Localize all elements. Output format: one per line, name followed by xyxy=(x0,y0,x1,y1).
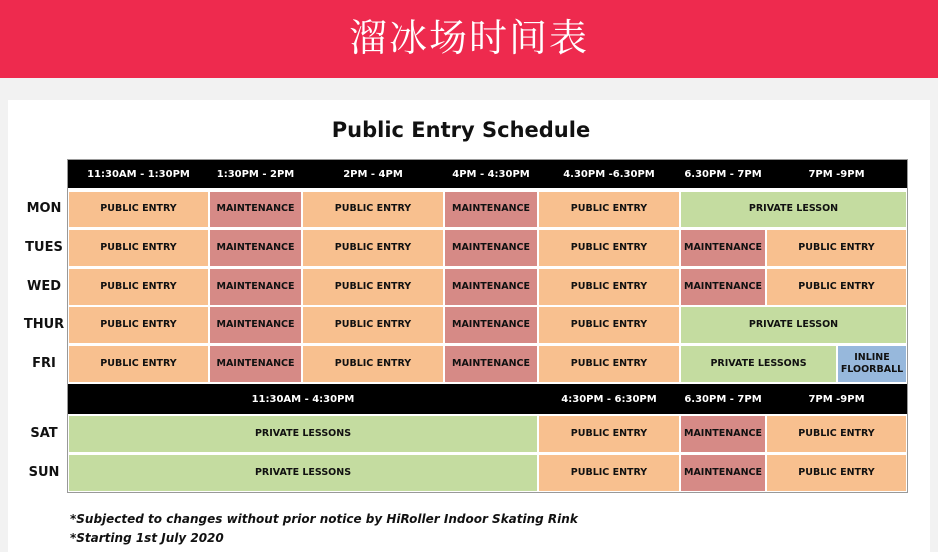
note-start-date: *Starting 1st July 2020 xyxy=(70,531,224,545)
day-label-sat: SAT xyxy=(30,425,58,441)
slot-public-entry: PUBLIC ENTRY xyxy=(302,229,444,267)
slot-maintenance: MAINTENANCE xyxy=(680,229,766,267)
header-col-4: 4PM - 4:30PM xyxy=(444,160,538,188)
weekend-header-col-2: 4:30PM - 6:30PM xyxy=(538,384,680,414)
slot-public-entry: PUBLIC ENTRY xyxy=(766,415,907,453)
slot-maintenance: MAINTENANCE xyxy=(209,345,302,383)
slot-inline-floorball: INLINE FLOORBALL xyxy=(837,345,907,383)
slot-public-entry: PUBLIC ENTRY xyxy=(68,229,209,267)
header-col-2: 1:30PM - 2PM xyxy=(209,160,302,188)
slot-public-entry: PUBLIC ENTRY xyxy=(68,191,209,228)
slot-maintenance: MAINTENANCE xyxy=(209,191,302,228)
slot-public-entry: PUBLIC ENTRY xyxy=(538,454,680,492)
day-label-mon: MON xyxy=(26,201,62,217)
slot-maintenance: MAINTENANCE xyxy=(680,415,766,453)
weekend-header-col-4: 7PM -9PM xyxy=(766,384,907,414)
slot-maintenance: MAINTENANCE xyxy=(444,306,538,344)
slot-private-lesson: PRIVATE LESSON xyxy=(680,191,907,228)
schedule-title: Public Entry Schedule xyxy=(331,118,591,142)
day-label-fri: FRI xyxy=(32,355,56,371)
slot-private-lesson: PRIVATE LESSON xyxy=(680,306,907,344)
slot-public-entry: PUBLIC ENTRY xyxy=(538,229,680,267)
note-changes: *Subjected to changes without prior notice by HiRoller Indoor Skating Rink xyxy=(70,512,578,526)
slot-public-entry: PUBLIC ENTRY xyxy=(538,415,680,453)
slot-public-entry: PUBLIC ENTRY xyxy=(538,191,680,228)
slot-maintenance: MAINTENANCE xyxy=(444,345,538,383)
slot-maintenance: MAINTENANCE xyxy=(444,229,538,267)
header-col-1: 11:30AM - 1:30PM xyxy=(68,160,209,188)
day-label-tue: TUES xyxy=(25,239,63,255)
slot-private-lessons: PRIVATE LESSONS xyxy=(68,415,538,453)
slot-public-entry: PUBLIC ENTRY xyxy=(538,268,680,306)
slot-public-entry: PUBLIC ENTRY xyxy=(68,345,209,383)
slot-public-entry: PUBLIC ENTRY xyxy=(302,345,444,383)
day-label-sun: SUN xyxy=(28,464,60,480)
slot-public-entry: PUBLIC ENTRY xyxy=(302,306,444,344)
day-label-wed: WED xyxy=(26,278,61,294)
banner-title: 溜冰场时间表 xyxy=(348,15,589,60)
slot-public-entry: PUBLIC ENTRY xyxy=(302,191,444,228)
slot-public-entry: PUBLIC ENTRY xyxy=(68,268,209,306)
slot-public-entry: PUBLIC ENTRY xyxy=(766,229,907,267)
slot-public-entry: PUBLIC ENTRY xyxy=(538,306,680,344)
weekend-header-col-1: 11:30AM - 4:30PM xyxy=(68,384,538,414)
banner xyxy=(0,0,938,78)
slot-public-entry: PUBLIC ENTRY xyxy=(538,345,680,383)
slot-maintenance: MAINTENANCE xyxy=(209,229,302,267)
header-col-7: 7PM -9PM xyxy=(766,160,907,188)
slot-maintenance: MAINTENANCE xyxy=(209,306,302,344)
day-label-thu: THUR xyxy=(23,316,65,332)
slot-private-lessons: PRIVATE LESSONS xyxy=(68,454,538,492)
weekend-header-col-3: 6.30PM - 7PM xyxy=(680,384,766,414)
slot-maintenance: MAINTENANCE xyxy=(680,454,766,492)
slot-public-entry: PUBLIC ENTRY xyxy=(766,268,907,306)
header-col-6: 6.30PM - 7PM xyxy=(680,160,766,188)
slot-maintenance: MAINTENANCE xyxy=(680,268,766,306)
slot-public-entry: PUBLIC ENTRY xyxy=(766,454,907,492)
slot-public-entry: PUBLIC ENTRY xyxy=(68,306,209,344)
slot-maintenance: MAINTENANCE xyxy=(444,268,538,306)
header-col-3: 2PM - 4PM xyxy=(302,160,444,188)
slot-private-lessons: PRIVATE LESSONS xyxy=(680,345,837,383)
slot-maintenance: MAINTENANCE xyxy=(444,191,538,228)
slot-public-entry: PUBLIC ENTRY xyxy=(302,268,444,306)
slot-maintenance: MAINTENANCE xyxy=(209,268,302,306)
header-col-5: 4.30PM -6.30PM xyxy=(538,160,680,188)
